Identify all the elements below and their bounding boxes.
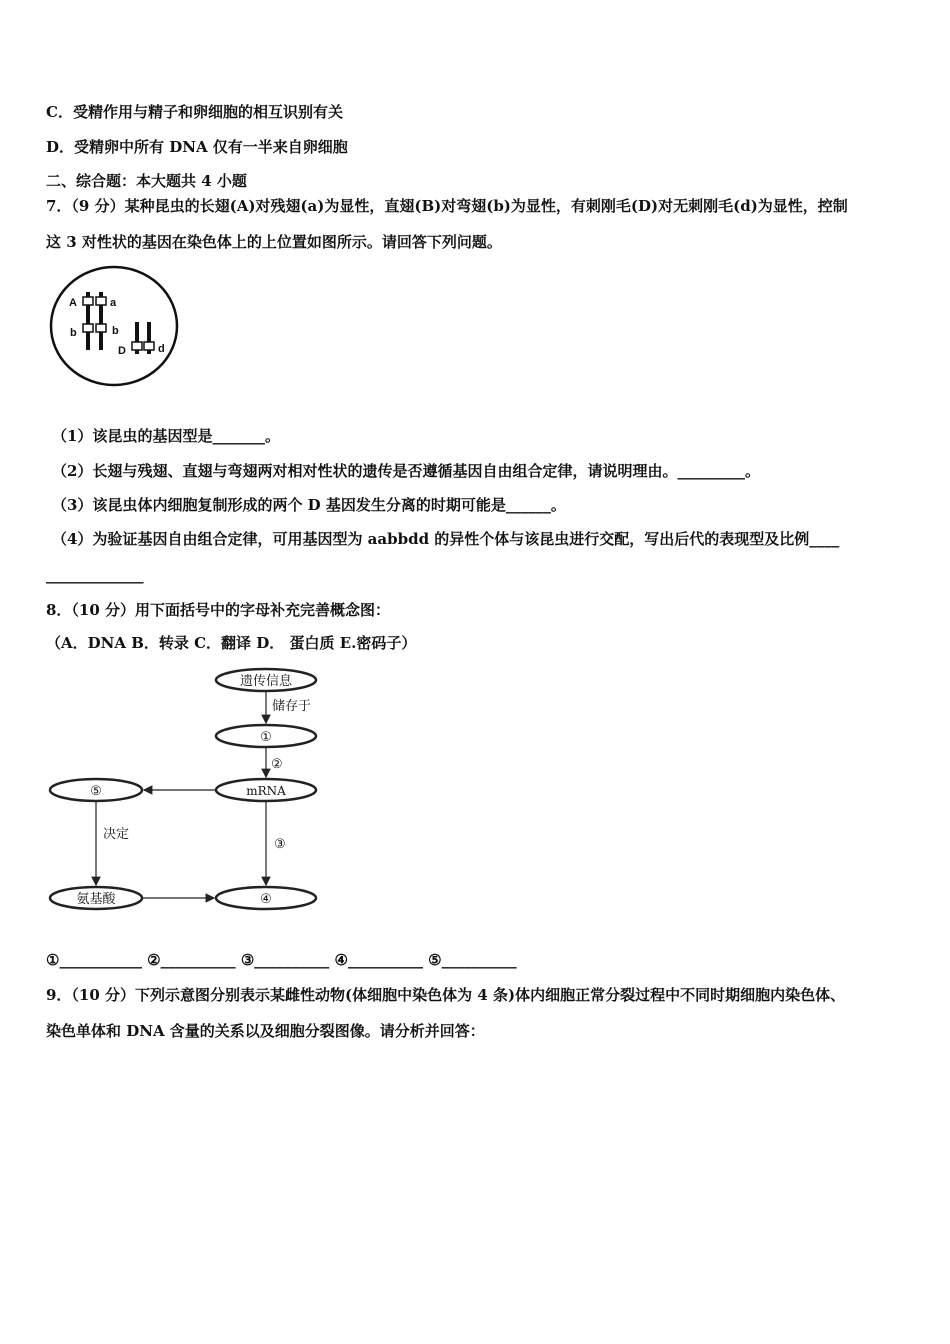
gene-box <box>83 324 93 332</box>
label-amino-acid: 氨基酸 <box>76 892 116 907</box>
label-decide: 决定 <box>103 827 130 842</box>
section-title: 二、综合题：本大题共 4 小题 <box>46 172 247 190</box>
q7-stem-line2: 这 3 对性状的基因在染色体上的上位置如图所示。请回答下列问题。 <box>46 233 502 251</box>
gene-label-b-left: b <box>70 327 77 339</box>
q8-stem: 8．（10 分）用下面括号中的字母补充完善概念图： <box>46 601 391 619</box>
q7-stem-line1: 7．（9 分）某种昆虫的长翅(A)对残翅(a)为显性，直翅(B)对弯翅(b)为显性，有刺刚毛(D)对无刺刚毛(d)为显性，控制 <box>46 197 848 215</box>
label-2: ② <box>271 757 283 772</box>
label-genetic-info: 遗传信息 <box>239 674 293 689</box>
q9-stem-line1: 9．（10 分）下列示意图分别表示某雌性动物(体细胞中染色体为 4 条)体内细胞正常分裂过程中不同时期细胞内染色体、 <box>46 986 846 1004</box>
option-d: D．受精卵中所有 DNA 仅有一半来自卵细胞 <box>46 138 348 156</box>
chromosome-figure <box>48 262 182 390</box>
q8-answer-blanks: ①___________ ②__________ ③__________ ④__________ ⑤__________ <box>46 951 517 969</box>
gene-label-D: D <box>118 345 126 357</box>
option-c: C．受精作用与精子和卵细胞的相互识别有关 <box>46 103 343 121</box>
gene-label-A: A <box>69 297 77 309</box>
q7-sub2: （2）长翅与残翅、直翅与弯翅两对相对性状的遗传是否遵循基因自由组合定律，请说明理由。_________。 <box>52 462 760 480</box>
q8-options: （A．DNA B．转录 C．翻译 D． 蛋白质 E.密码子） <box>46 634 417 652</box>
q7-sub4-answer-line: _____________ <box>46 566 144 584</box>
q7-sub1: （1）该昆虫的基因型是_______。 <box>52 427 280 445</box>
q7-sub3: （3）该昆虫体内细胞复制形成的两个 D 基因发生分离的时期可能是______。 <box>52 496 566 514</box>
label-1: ① <box>260 730 272 745</box>
label-store: 储存于 <box>272 699 312 714</box>
label-5: ⑤ <box>90 784 102 799</box>
gene-label-a: a <box>110 297 117 309</box>
gene-box <box>83 297 93 305</box>
gene-label-d: d <box>158 343 165 355</box>
q9-stem-line2: 染色单体和 DNA 含量的关系以及细胞分裂图像。请分析并回答： <box>46 1022 485 1040</box>
q7-sub4: （4）为验证基因自由组合定律，可用基因型为 aabbdd 的异性个体与该昆虫进行交配，写出后代的表现型及比例____ <box>52 530 840 548</box>
gene-box <box>144 342 154 350</box>
gene-box <box>132 342 142 350</box>
gene-box <box>96 297 106 305</box>
label-3: ③ <box>274 837 286 852</box>
concept-map <box>46 660 336 920</box>
gene-box <box>96 324 106 332</box>
label-mrna: mRNA <box>246 784 286 798</box>
gene-label-b-right: b <box>112 325 119 337</box>
label-4: ④ <box>260 892 272 907</box>
